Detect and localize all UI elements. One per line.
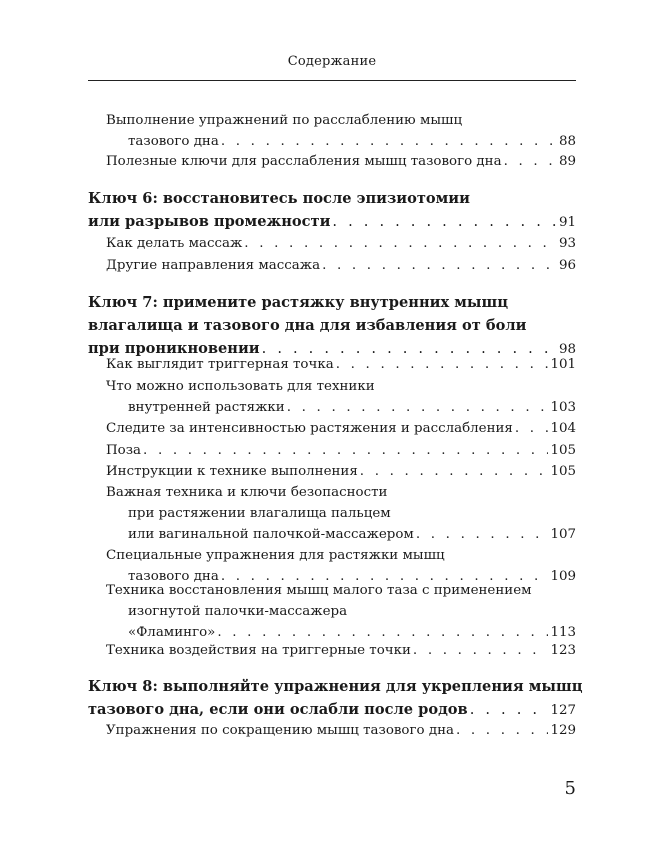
toc-page-number: 93 [558, 236, 576, 251]
toc-entry[interactable] [88, 482, 576, 545]
toc-entry[interactable] [88, 151, 576, 172]
toc-entry-line: Выполнение упражнений по расслаблению мышц [106, 113, 463, 128]
toc-entry-line: Ключ 6: восстановитесь после эпизиотомии [88, 190, 470, 207]
toc-entry[interactable] [88, 233, 576, 254]
toc-entry[interactable] [88, 440, 576, 461]
dot-leader [332, 210, 557, 233]
dot-leader [515, 418, 549, 439]
toc-page-number: 109 [550, 569, 576, 584]
toc-entry-title: Как выглядит триггерная точка [106, 357, 334, 372]
dot-leader [470, 698, 549, 721]
toc-entry-title: при проникновении [88, 340, 260, 357]
toc-page-number: 104 [550, 421, 576, 436]
toc-entry-line: при растяжении влагалища пальцем [128, 506, 391, 521]
toc-entry[interactable] [88, 376, 576, 418]
dot-leader [360, 461, 549, 482]
dot-leader [221, 131, 557, 152]
toc-entry-title: Техника воздействия на триггерные точки [106, 643, 411, 658]
toc-page-number: 96 [558, 258, 576, 273]
toc-entry-title: или вагинальной палочкой-массажером [128, 527, 414, 542]
dot-leader [416, 524, 549, 545]
toc-entry[interactable] [88, 461, 576, 482]
toc-entry-title: Упражнения по сокращению мышц тазового дна [106, 723, 454, 738]
dot-leader [143, 440, 548, 461]
toc-entry-title: тазового дна [128, 134, 219, 149]
dot-leader [287, 397, 549, 418]
toc-entry-title: внутренней растяжки [128, 400, 285, 415]
toc-page-number: 101 [550, 357, 576, 372]
toc-entry-line: Важная техника и ключи безопасности [106, 485, 388, 500]
toc-entry[interactable] [88, 354, 576, 375]
toc-entry-line: влагалища и тазового дна для избавления от боли [88, 317, 527, 334]
header-rule [88, 80, 576, 81]
toc-entry-line: Специальные упражнения для растяжки мышц [106, 548, 445, 563]
toc-entry-title: тазового дна, если они ослабли после родов [88, 701, 468, 718]
toc-page-number: 98 [558, 342, 576, 357]
toc-page-number: 105 [550, 443, 576, 458]
dot-leader [504, 151, 557, 172]
dot-leader [322, 255, 557, 276]
toc-page-number: 107 [550, 527, 576, 542]
toc-entry-line: Техника восстановления мышц малого таза с применением [106, 583, 532, 598]
dot-leader [336, 354, 549, 375]
toc-page-number: 127 [550, 703, 576, 718]
running-header: Содержание [287, 54, 377, 69]
toc-chapter[interactable] [88, 675, 583, 722]
toc-entry-line: Ключ 8: выполняйте упражнения для укрепления мышц [88, 678, 583, 695]
toc-entry-title: Инструкции к технике выполнения [106, 464, 358, 479]
page-number: 5 [564, 778, 576, 799]
toc-entry-title: Как делать массаж [106, 236, 243, 251]
toc-page-number: 91 [558, 215, 576, 230]
toc-entry-title: «Фламинго» [128, 625, 216, 640]
toc-entry-title: Другие направления массажа [106, 258, 321, 273]
toc-entry-title: тазового дна [128, 569, 219, 584]
toc-entry[interactable] [88, 580, 576, 643]
toc-entry[interactable] [88, 640, 576, 661]
toc-entry-line: Ключ 7: примените растяжку внутренних мышц [88, 294, 509, 311]
toc-entry[interactable] [88, 418, 576, 439]
toc-page-number: 105 [550, 464, 576, 479]
toc-page-number: 123 [550, 643, 576, 658]
toc-entry[interactable] [88, 720, 576, 741]
dot-leader [456, 720, 548, 741]
toc-page-number: 89 [558, 154, 576, 169]
toc-entry-title: Полезные ключи для расслабления мышц тазового дна [106, 154, 502, 169]
dot-leader [244, 233, 557, 254]
toc-page-number: 129 [550, 723, 576, 738]
toc-chapter[interactable] [88, 187, 576, 234]
toc-entry-title: или разрывов промежности [88, 213, 331, 230]
toc-entry-title: Поза [106, 443, 142, 458]
toc-page-number: 88 [558, 134, 576, 149]
toc-entry-line: изогнутой палочки-массажера [128, 604, 348, 619]
toc-entry-title: Следите за интенсивностью растяжения и расслабления [106, 421, 513, 436]
toc-entry[interactable] [88, 255, 576, 276]
toc-page-number: 113 [550, 625, 576, 640]
toc-page-number: 103 [550, 400, 576, 415]
toc-chapter[interactable] [88, 291, 576, 361]
dot-leader [413, 640, 549, 661]
toc-entry-line: Что можно использовать для техники [106, 379, 375, 394]
toc-entry[interactable] [88, 110, 576, 152]
